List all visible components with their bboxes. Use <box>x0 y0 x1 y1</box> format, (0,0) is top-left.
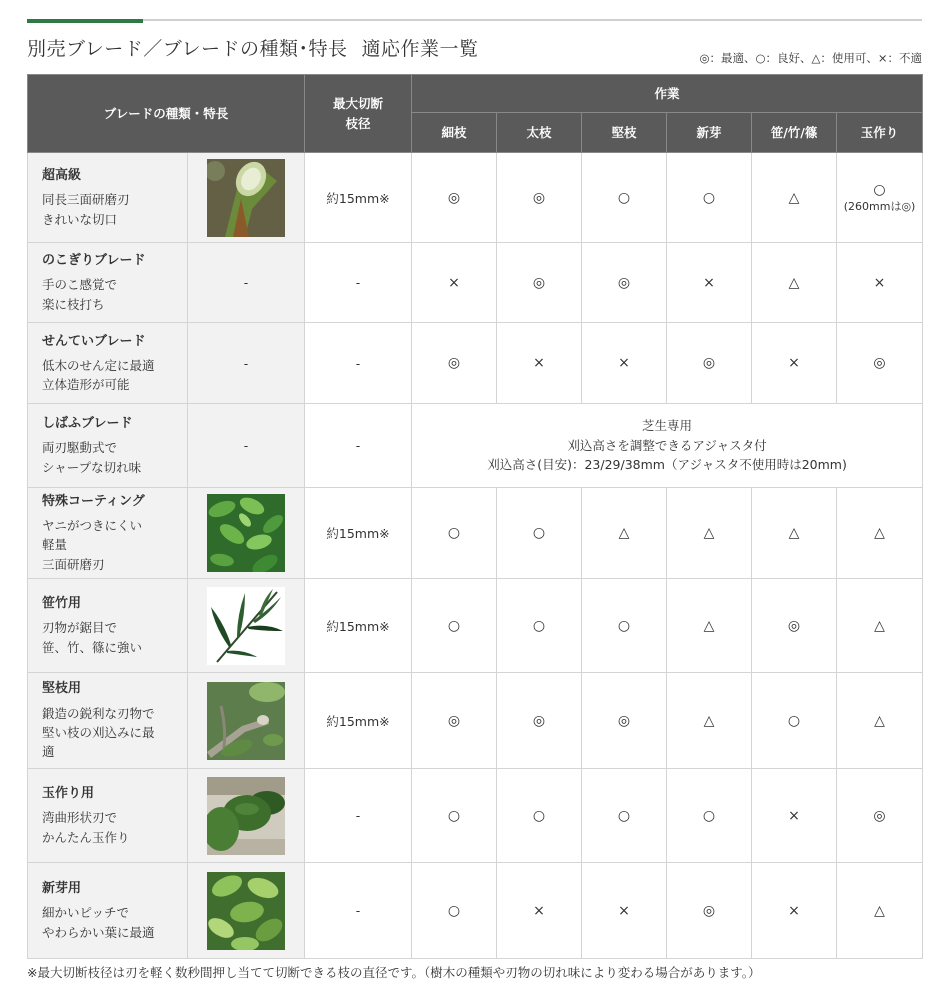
page-title-sub: 適応作業一覧 <box>361 38 479 60</box>
table-row <box>28 863 923 959</box>
header-task-hoso: 細枝 <box>412 113 497 153</box>
rating-cell-with-note <box>837 153 923 243</box>
blade-photo-cell: - <box>188 323 305 404</box>
blade-name-cell <box>28 488 188 579</box>
table-row <box>28 243 923 323</box>
maxcut-value: - <box>305 323 412 404</box>
blade-desc: かんたん玉作り <box>42 829 130 845</box>
blade-name: 新芽用 <box>42 881 82 897</box>
rating-cell: × <box>752 323 837 404</box>
hard-branch-photo <box>207 682 285 760</box>
new-shoots-photo <box>207 872 285 950</box>
blade-desc: 堅い枝の刈込みに最 <box>42 724 155 740</box>
rating-cell: ◎ <box>497 153 582 243</box>
rating-cell: ○ <box>497 488 582 579</box>
header-task-tama: 玉作り <box>837 113 923 153</box>
blade-name: 堅枝用 <box>42 681 82 697</box>
rating-cell: × <box>667 243 752 323</box>
rating-cell: △ <box>752 488 837 579</box>
header-maxcut-line1: 最大切断 <box>333 95 384 111</box>
blade-photo-cell <box>188 579 305 673</box>
table-row <box>28 488 923 579</box>
blade-desc: 適 <box>42 744 55 760</box>
maxcut-value: 約15mm※ <box>305 579 412 673</box>
rating-cell: ○ <box>412 863 497 959</box>
rating-cell: × <box>837 243 923 323</box>
rating-cell: ◎ <box>582 243 667 323</box>
rating-mark: ○ <box>873 181 886 198</box>
maxcut-value: - <box>305 404 412 488</box>
blade-desc: 笹、竹、篠に強い <box>42 639 143 655</box>
blade-desc: 楽に枝打ち <box>42 296 105 312</box>
blade-name: のこぎりブレード <box>42 253 146 269</box>
blade-desc: 手のこ感覚で <box>42 277 118 293</box>
rating-cell: ◎ <box>412 153 497 243</box>
maxcut-value: - <box>305 863 412 959</box>
note-line: 刈込高さを調整できるアジャスタ付 <box>567 437 767 453</box>
blade-name-cell <box>28 404 188 488</box>
topiary-photo <box>207 777 285 855</box>
rating-note: (260mmは◎) <box>843 199 916 213</box>
rating-cell: ◎ <box>752 579 837 673</box>
rating-cell: △ <box>582 488 667 579</box>
header-maxcut-line2: 枝径 <box>345 115 371 131</box>
blade-desc: 同長三面研磨刃 <box>42 192 130 208</box>
rating-cell: ○ <box>497 579 582 673</box>
blade-desc: やわらかい葉に最適 <box>42 924 155 940</box>
rating-cell: ◎ <box>667 863 752 959</box>
blade-desc: 湾曲形状刃で <box>42 810 118 826</box>
table-row <box>28 673 923 769</box>
blade-desc: 細かいピッチで <box>42 905 130 921</box>
blade-name-cell <box>28 153 188 243</box>
rating-cell: ◎ <box>667 323 752 404</box>
rating-cell: △ <box>667 488 752 579</box>
blade-name-cell <box>28 323 188 404</box>
header-task-futo: 太枝 <box>497 113 582 153</box>
maxcut-value: - <box>305 243 412 323</box>
blade-desc: 低木のせん定に最適 <box>42 357 155 373</box>
rating-cell: ○ <box>667 769 752 863</box>
note-line: 芝生専用 <box>642 418 693 434</box>
table-row <box>28 153 923 243</box>
page-title-main: 別売ブレード／ブレードの種類･特長 <box>27 38 348 60</box>
lawn-blade-note <box>412 404 923 488</box>
rating-cell: ◎ <box>497 673 582 769</box>
blade-name-cell <box>28 579 188 673</box>
blade-name: せんていブレード <box>42 333 146 349</box>
blade-desc: きれいな切口 <box>42 211 118 227</box>
blade-photo-cell: - <box>188 243 305 323</box>
blade-photo-cell <box>188 673 305 769</box>
rating-cell: △ <box>667 579 752 673</box>
rating-cell: ◎ <box>412 323 497 404</box>
blade-name: 玉作り用 <box>42 786 95 802</box>
top-rule <box>27 19 922 21</box>
blade-photo-cell <box>188 153 305 243</box>
blade-desc: 軽量 <box>42 537 68 553</box>
blade-name: しばふブレード <box>42 416 133 432</box>
maxcut-value: - <box>305 769 412 863</box>
header-maxcut <box>305 75 412 153</box>
header-task-kata: 堅枝 <box>582 113 667 153</box>
rating-cell: ○ <box>412 488 497 579</box>
top-rule-accent <box>27 19 143 23</box>
blade-name: 超高級 <box>42 168 82 184</box>
rating-cell: △ <box>752 153 837 243</box>
rating-cell: ○ <box>752 673 837 769</box>
footnote: ※最大切断枝径は刃を軽く数秒間押し当てて切断できる枝の直径です。（樹木の種類や刃物の切れ味により変わる場合があります。） <box>27 965 761 980</box>
rating-cell: ○ <box>582 579 667 673</box>
rating-cell: △ <box>752 243 837 323</box>
rating-cell: × <box>752 863 837 959</box>
maxcut-value: 約15mm※ <box>305 488 412 579</box>
page-title <box>27 34 479 61</box>
rating-cell: × <box>412 243 497 323</box>
blade-name: 特殊コーティング <box>42 493 145 509</box>
rating-cell: △ <box>837 863 923 959</box>
rating-cell: ◎ <box>837 769 923 863</box>
rating-cell: ○ <box>667 153 752 243</box>
cut-branch-photo <box>207 159 285 237</box>
header-task-sasa: 笹/竹/篠 <box>752 113 837 153</box>
header-task-shinme: 新芽 <box>667 113 752 153</box>
blade-desc: 両刃駆動式で <box>42 440 118 456</box>
rating-cell: × <box>752 769 837 863</box>
table-row <box>28 323 923 404</box>
blade-photo-cell <box>188 488 305 579</box>
blade-spec-table <box>27 74 923 959</box>
rating-cell: △ <box>667 673 752 769</box>
blade-desc: ヤニがつきにくい <box>42 518 143 533</box>
blade-name-cell <box>28 243 188 323</box>
bamboo-leaves-photo <box>207 587 285 665</box>
rating-cell: △ <box>837 579 923 673</box>
blade-desc: 立体造形が可能 <box>42 377 130 393</box>
header-work: 作業 <box>412 75 923 113</box>
rating-legend: ◎：最適、○：良好、△：使用可、×：不適 <box>699 51 922 65</box>
rating-cell: △ <box>837 488 923 579</box>
blade-desc: 刃物が鋸目で <box>42 620 118 636</box>
blade-name: 笹竹用 <box>42 596 82 612</box>
blade-desc: シャープな切れ味 <box>42 459 142 475</box>
rating-cell: ○ <box>412 769 497 863</box>
blade-desc: 鍛造の鋭利な刃物で <box>42 705 155 721</box>
rating-cell: ◎ <box>582 673 667 769</box>
blade-photo-cell <box>188 863 305 959</box>
rating-cell: ◎ <box>837 323 923 404</box>
rating-cell: × <box>582 323 667 404</box>
table-row <box>28 579 923 673</box>
maxcut-value: 約15mm※ <box>305 153 412 243</box>
rating-cell: × <box>497 863 582 959</box>
blade-desc: 三面研磨刃 <box>42 556 105 572</box>
rating-cell: ○ <box>497 769 582 863</box>
rating-cell: ◎ <box>412 673 497 769</box>
green-leaves-photo <box>207 494 285 572</box>
rating-cell: ◎ <box>497 243 582 323</box>
rating-cell: ○ <box>412 579 497 673</box>
table-row <box>28 404 923 488</box>
rating-cell: ○ <box>582 153 667 243</box>
maxcut-value: 約15mm※ <box>305 673 412 769</box>
blade-photo-cell: - <box>188 404 305 488</box>
rating-cell: × <box>497 323 582 404</box>
rating-cell: △ <box>837 673 923 769</box>
blade-name-cell <box>28 863 188 959</box>
rating-cell: ○ <box>582 769 667 863</box>
note-line: 刈込高さ(目安)：23/29/38mm（アジャスタ不使用時は20mm) <box>487 457 847 473</box>
header-blade: ブレードの種類・特長 <box>28 75 305 153</box>
blade-name-cell <box>28 673 188 769</box>
rating-cell: × <box>582 863 667 959</box>
blade-name-cell <box>28 769 188 863</box>
blade-photo-cell <box>188 769 305 863</box>
table-row <box>28 769 923 863</box>
